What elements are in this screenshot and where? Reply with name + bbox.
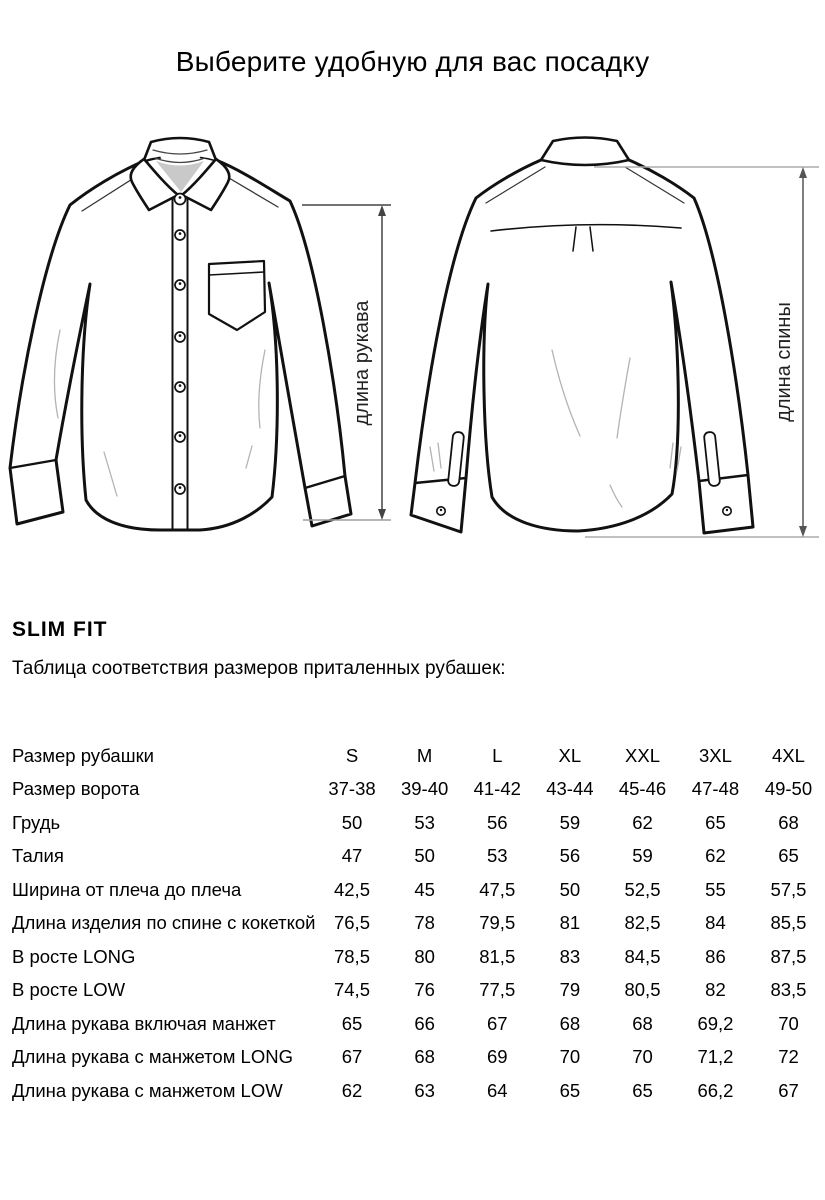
cell-value: 77,5 xyxy=(479,979,516,1000)
page-title: Выберите удобную для вас посадку xyxy=(175,46,650,77)
cell-value: 83,5 xyxy=(770,979,807,1000)
back-length-label: длина спины xyxy=(773,302,795,422)
cell-value: 56 xyxy=(486,811,508,833)
table-row xyxy=(12,873,825,907)
table-row xyxy=(12,1041,825,1075)
cell-value: 43-44 xyxy=(546,778,594,799)
cell-value: 68 xyxy=(632,1012,653,1034)
cell-value: 80 xyxy=(414,945,435,967)
size-table xyxy=(12,739,825,1108)
cell-value: 68 xyxy=(414,1046,435,1067)
table-row xyxy=(12,840,825,874)
cell-value: M xyxy=(416,744,433,766)
row-label: В росте LONG xyxy=(12,945,136,967)
table-row xyxy=(12,773,825,807)
cell-value: 55 xyxy=(705,878,726,900)
cell-value: 65 xyxy=(559,1079,581,1101)
table-row xyxy=(12,974,825,1008)
cell-value: XXL xyxy=(625,744,660,766)
row-label: Длина рукава с манжетом LONG xyxy=(12,1046,293,1067)
cell-value: 72 xyxy=(778,1046,799,1067)
cell-value: 37-38 xyxy=(328,778,376,799)
cell-value: 71,2 xyxy=(697,1046,734,1067)
cell-value: 83 xyxy=(559,945,581,967)
cell-value: 79 xyxy=(559,979,581,1000)
row-label: Длина рукава включая манжет xyxy=(12,1012,276,1034)
cell-value: 76,5 xyxy=(333,912,370,933)
cell-value: 66 xyxy=(414,1012,435,1034)
cell-value: 70 xyxy=(778,1012,799,1034)
cell-value: 76 xyxy=(414,979,435,1000)
cell-value: 39-40 xyxy=(400,778,449,799)
table-row xyxy=(12,940,825,974)
back-collar xyxy=(541,138,629,166)
row-label: Длина изделия по спине с кокеткой xyxy=(12,912,316,933)
cell-value: 84,5 xyxy=(624,945,661,967)
cell-value: 41-42 xyxy=(473,778,521,799)
arrow-up-icon xyxy=(799,167,807,178)
cell-value: 47 xyxy=(341,845,363,866)
cell-value: 69 xyxy=(486,1046,508,1067)
cell-value: S xyxy=(345,744,359,766)
row-label: В росте LOW xyxy=(12,979,126,1000)
cell-value: 87,5 xyxy=(770,945,807,967)
cell-value: 45 xyxy=(414,878,435,900)
cell-value: 78 xyxy=(414,912,435,933)
back-shirt-body xyxy=(411,155,753,533)
cell-value: 70 xyxy=(632,1046,653,1067)
cell-value: 50 xyxy=(559,878,581,900)
cell-value: 85,5 xyxy=(770,912,807,933)
cell-value: 50 xyxy=(341,811,363,833)
cell-value: 3XL xyxy=(699,744,732,766)
cell-value: 67 xyxy=(778,1079,799,1101)
table-row xyxy=(12,739,825,773)
table-row xyxy=(12,1074,825,1108)
cell-value: 47-48 xyxy=(691,778,740,799)
cell-value: 65 xyxy=(778,845,799,866)
cell-value: 63 xyxy=(414,1079,435,1101)
row-label: Длина рукава с манжетом LOW xyxy=(12,1079,283,1101)
cell-value: 66,2 xyxy=(697,1079,734,1101)
cell-value: 79,5 xyxy=(479,912,516,933)
cell-value: 65 xyxy=(632,1079,653,1101)
size-table-body xyxy=(12,739,825,1108)
cell-value: 68 xyxy=(559,1012,581,1034)
row-label: Талия xyxy=(12,845,64,866)
shirt-diagram xyxy=(0,110,825,580)
cell-value: L xyxy=(492,744,503,766)
cell-value: 47,5 xyxy=(479,878,516,900)
cell-value: 59 xyxy=(632,845,653,866)
cell-value: 78,5 xyxy=(333,945,370,967)
cell-value: 62 xyxy=(341,1079,363,1101)
cell-value: 42,5 xyxy=(333,878,370,900)
cell-value: XL xyxy=(558,744,582,766)
cell-value: 81 xyxy=(559,912,581,933)
cell-value: 49-50 xyxy=(764,778,813,799)
cell-value: 45-46 xyxy=(618,778,667,799)
cell-value: 67 xyxy=(486,1012,508,1034)
cell-value: 80,5 xyxy=(624,979,661,1000)
cell-value: 81,5 xyxy=(479,945,516,967)
cell-value: 82,5 xyxy=(624,912,661,933)
cell-value: 62 xyxy=(632,811,653,833)
cell-value: 86 xyxy=(705,945,726,967)
row-label: Ширина от плеча до плеча xyxy=(12,878,242,900)
cell-value: 4XL xyxy=(772,744,805,766)
row-label: Размер рубашки xyxy=(12,744,154,766)
sleeve-length-label: длина рукава xyxy=(351,300,373,426)
arrow-up-icon xyxy=(378,205,386,216)
cell-value: 74,5 xyxy=(333,979,370,1000)
table-row xyxy=(12,1007,825,1041)
cell-value: 68 xyxy=(778,811,799,833)
row-label: Размер ворота xyxy=(12,778,140,799)
cell-value: 62 xyxy=(705,845,726,866)
size-table-subtitle: Таблица соответствия размеров приталенных рубашек: xyxy=(12,658,506,679)
cell-value: 56 xyxy=(559,845,581,866)
cell-value: 70 xyxy=(559,1046,581,1067)
cell-value: 67 xyxy=(341,1046,363,1067)
cell-value: 84 xyxy=(705,912,726,933)
arrow-down-icon xyxy=(378,509,386,520)
cell-value: 50 xyxy=(414,845,435,866)
table-row xyxy=(12,907,825,941)
row-label: Грудь xyxy=(12,811,61,833)
cell-value: 64 xyxy=(486,1079,508,1101)
cell-value: 65 xyxy=(341,1012,363,1034)
cell-value: 57,5 xyxy=(770,878,807,900)
cell-value: 59 xyxy=(559,811,581,833)
cell-value: 53 xyxy=(414,811,435,833)
cell-value: 69,2 xyxy=(697,1012,734,1034)
cell-value: 52,5 xyxy=(624,878,661,900)
slim-fit-heading: SLIM FIT xyxy=(12,618,108,641)
shirt-back-drawing xyxy=(411,138,753,534)
cell-value: 53 xyxy=(486,845,508,866)
table-row xyxy=(12,806,825,840)
cell-value: 82 xyxy=(705,979,726,1000)
arrow-down-icon xyxy=(799,526,807,537)
cell-value: 65 xyxy=(705,811,726,833)
shirt-front-drawing xyxy=(10,138,351,530)
